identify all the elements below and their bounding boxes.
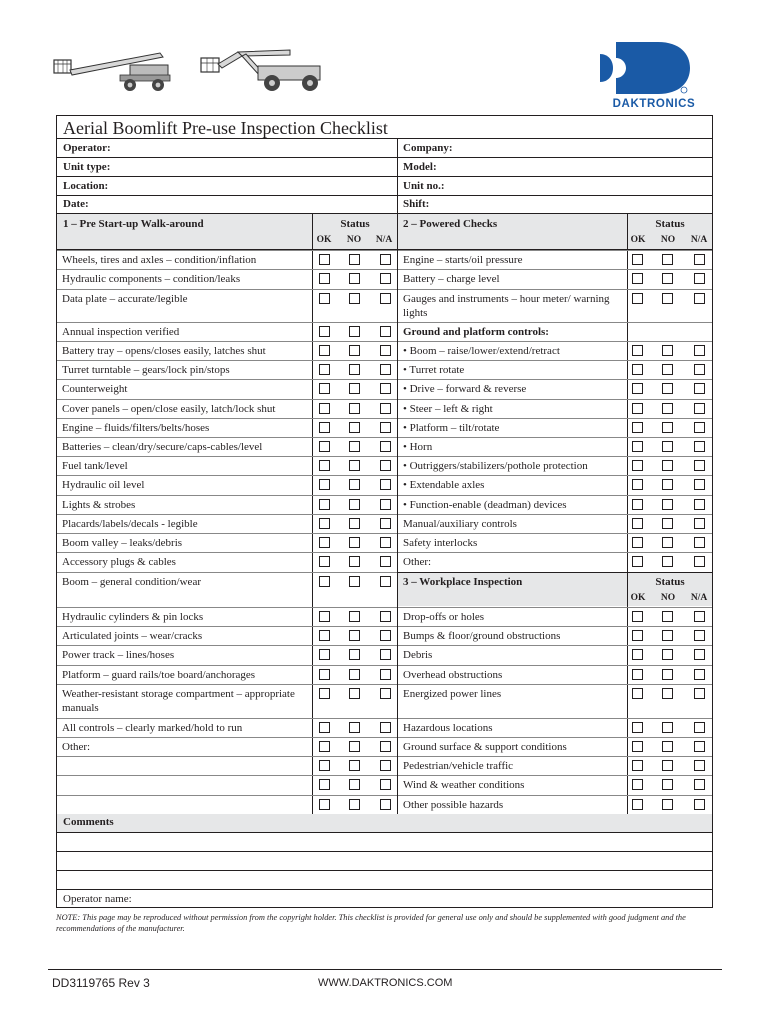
row-divider — [57, 572, 397, 573]
workplace-item-label: Drop-offs or holes — [403, 611, 485, 623]
left-item-checkbox-no[interactable] — [349, 499, 360, 510]
status-label-section3: Status — [655, 576, 685, 588]
workplace-item-label: Hazardous locations — [403, 722, 493, 734]
workplace-item-checkbox-no[interactable] — [662, 649, 673, 660]
right-item-checkbox-na[interactable] — [694, 364, 705, 375]
left-item-label: Counterweight — [62, 383, 128, 395]
row-divider — [57, 533, 397, 534]
row-divider — [398, 718, 712, 719]
boomlift-straight-illustration — [50, 45, 175, 93]
row-divider — [57, 626, 397, 627]
left-item-checkbox-na[interactable] — [380, 441, 391, 452]
left-item-checkbox-na[interactable] — [380, 403, 391, 414]
workplace-item-checkbox-na[interactable] — [694, 741, 705, 752]
left-item-checkbox-no[interactable] — [349, 479, 360, 490]
left-item-checkbox-na[interactable] — [380, 383, 391, 394]
workplace-item-label: Energized power lines — [403, 688, 502, 700]
left-item-checkbox-ok[interactable] — [319, 537, 330, 548]
date-field[interactable]: Date: — [63, 198, 89, 210]
workplace-item-checkbox-ok[interactable] — [632, 611, 643, 622]
right-item-checkbox-ok[interactable] — [632, 460, 643, 471]
row-divider — [398, 341, 712, 342]
workplace-item-checkbox-no[interactable] — [662, 799, 673, 810]
left-item-checkbox-ok[interactable] — [319, 441, 330, 452]
left-item-checkbox-na[interactable] — [380, 293, 391, 304]
row-divider — [57, 718, 397, 719]
right-item-checkbox-ok[interactable] — [632, 383, 643, 394]
left-item-checkbox-no[interactable] — [349, 649, 360, 660]
right-item-checkbox-no[interactable] — [662, 403, 673, 414]
workplace-item-checkbox-na[interactable] — [694, 779, 705, 790]
row-divider — [398, 665, 712, 666]
row-divider — [57, 437, 397, 438]
left-item-checkbox-ok[interactable] — [319, 722, 330, 733]
left-item-checkbox-na[interactable] — [380, 460, 391, 471]
right-item-label: • Platform – tilt/rotate — [403, 422, 500, 434]
left-item-label: Annual inspection verified — [62, 326, 180, 338]
workplace-item-checkbox-no[interactable] — [662, 688, 673, 699]
workplace-item-label: Pedestrian/vehicle traffic — [403, 760, 514, 772]
right-item-checkbox-ok[interactable] — [632, 364, 643, 375]
row-divider — [57, 795, 397, 796]
right-item-label: Other: — [403, 556, 432, 568]
left-item-checkbox-na[interactable] — [380, 741, 391, 752]
col-na-right: N/A — [690, 235, 708, 245]
section-header-bottom — [57, 249, 712, 250]
left-other-checkbox-no[interactable] — [349, 760, 360, 771]
left-item-label: Accessory plugs & cables — [62, 556, 176, 568]
right-item-checkbox-ok[interactable] — [632, 556, 643, 567]
row-divider — [57, 250, 397, 251]
left-item-checkbox-no[interactable] — [349, 345, 360, 356]
left-item-checkbox-no[interactable] — [349, 273, 360, 284]
right-item-checkbox-na[interactable] — [694, 537, 705, 548]
left-item-checkbox-na[interactable] — [380, 649, 391, 660]
section2-title: 2 – Powered Checks — [403, 218, 498, 230]
left-item-checkbox-na[interactable] — [380, 326, 391, 337]
right-item-checkbox-ok[interactable] — [632, 499, 643, 510]
company-field[interactable]: Company: — [403, 142, 453, 154]
operator-name-field[interactable]: Operator name: — [63, 893, 132, 905]
unit-type-field[interactable]: Unit type: — [63, 161, 111, 173]
left-item-label: Power track – lines/hoses — [62, 649, 175, 661]
left-item-checkbox-ok[interactable] — [319, 403, 330, 414]
left-item-checkbox-ok[interactable] — [319, 611, 330, 622]
left-item-checkbox-no[interactable] — [349, 422, 360, 433]
col-no-right: NO — [660, 235, 676, 245]
col-no-section3: NO — [660, 593, 676, 603]
row-divider — [57, 645, 397, 646]
left-item-checkbox-na[interactable] — [380, 611, 391, 622]
workplace-item-checkbox-ok[interactable] — [632, 722, 643, 733]
right-item-checkbox-no[interactable] — [662, 345, 673, 356]
left-item-checkbox-no[interactable] — [349, 254, 360, 265]
right-item-label: Manual/auxiliary controls — [403, 518, 517, 530]
row-divider — [398, 379, 712, 380]
row-divider — [57, 514, 397, 515]
left-item-checkbox-ok[interactable] — [319, 293, 330, 304]
page-header — [0, 0, 768, 115]
left-item-checkbox-no[interactable] — [349, 630, 360, 641]
left-item-checkbox-no[interactable] — [349, 460, 360, 471]
right-item-checkbox-no[interactable] — [662, 364, 673, 375]
left-item-checkbox-na[interactable] — [380, 364, 391, 375]
right-item-label: • Turret rotate — [403, 364, 465, 376]
workplace-item-label: Bumps & floor/ground obstructions — [403, 630, 561, 642]
right-item-checkbox-na[interactable] — [694, 460, 705, 471]
left-item-label: Boom – general condition/wear — [62, 576, 201, 588]
right-item-checkbox-no[interactable] — [662, 460, 673, 471]
row-divider — [57, 775, 397, 776]
left-item-label: Engine – fluids/filters/belts/hoses — [62, 422, 210, 434]
row-divider — [57, 607, 397, 608]
right-item-checkbox-ok[interactable] — [632, 254, 643, 265]
workplace-item-checkbox-ok[interactable] — [632, 799, 643, 810]
row-divider — [398, 533, 712, 534]
left-item-checkbox-ok[interactable] — [319, 669, 330, 680]
row-divider — [57, 475, 397, 476]
right-item-label: • Outriggers/stabilizers/pothole protection — [403, 460, 588, 472]
right-item-checkbox-no[interactable] — [662, 422, 673, 433]
row-divider — [398, 684, 712, 685]
workplace-item-checkbox-na[interactable] — [694, 688, 705, 699]
right-item-label: Safety interlocks — [403, 537, 478, 549]
left-item-checkbox-ok[interactable] — [319, 479, 330, 490]
location-field[interactable]: Location: — [63, 180, 109, 192]
document-id: DD3119765 Rev 3 — [52, 976, 150, 990]
workplace-item-label: Ground surface & support conditions — [403, 741, 567, 753]
left-item-checkbox-no[interactable] — [349, 364, 360, 375]
row-divider — [398, 495, 712, 496]
left-item-checkbox-no[interactable] — [349, 518, 360, 529]
workplace-item-checkbox-na[interactable] — [694, 760, 705, 771]
right-item-checkbox-ok[interactable] — [632, 293, 643, 304]
right-item-checkbox-no[interactable] — [662, 499, 673, 510]
left-item-checkbox-ok[interactable] — [319, 576, 330, 587]
right-item-label: Battery – charge level — [403, 273, 500, 285]
row-divider — [398, 645, 712, 646]
left-item-label: Data plate – accurate/legible — [62, 293, 188, 305]
left-item-checkbox-no[interactable] — [349, 556, 360, 567]
workplace-item-checkbox-na[interactable] — [694, 649, 705, 660]
workplace-item-checkbox-no[interactable] — [662, 669, 673, 680]
right-item-label: • Function-enable (deadman) devices — [403, 499, 567, 511]
left-item-checkbox-no[interactable] — [349, 403, 360, 414]
col-na-section3: N/A — [690, 593, 708, 603]
left-item-checkbox-ok[interactable] — [319, 741, 330, 752]
right-item-checkbox-no[interactable] — [662, 518, 673, 529]
left-item-checkbox-na[interactable] — [380, 499, 391, 510]
right-item-checkbox-no[interactable] — [662, 556, 673, 567]
left-item-checkbox-no[interactable] — [349, 576, 360, 587]
col-no-left: NO — [346, 235, 362, 245]
right-item-label: • Extendable axles — [403, 479, 485, 491]
shift-field[interactable]: Shift: — [403, 198, 430, 210]
workplace-item-checkbox-no[interactable] — [662, 760, 673, 771]
left-item-checkbox-na[interactable] — [380, 345, 391, 356]
left-other-checkbox-na[interactable] — [380, 779, 391, 790]
col-na-left: N/A — [375, 235, 393, 245]
right-item-checkbox-no[interactable] — [662, 293, 673, 304]
col-ok-right: OK — [630, 235, 646, 245]
right-item-checkbox-ok[interactable] — [632, 441, 643, 452]
left-item-checkbox-ok[interactable] — [319, 422, 330, 433]
row-divider — [57, 341, 397, 342]
row-divider — [57, 495, 397, 496]
left-item-checkbox-no[interactable] — [349, 537, 360, 548]
left-item-label: Platform – guard rails/toe board/anchorages — [62, 669, 256, 681]
left-item-label: Lights & strobes — [62, 499, 136, 511]
left-item-checkbox-na[interactable] — [380, 722, 391, 733]
left-item-checkbox-na[interactable] — [380, 688, 391, 699]
workplace-item-checkbox-ok[interactable] — [632, 760, 643, 771]
left-item-checkbox-na[interactable] — [380, 479, 391, 490]
left-item-checkbox-ok[interactable] — [319, 688, 330, 699]
left-item-checkbox-ok[interactable] — [319, 556, 330, 567]
workplace-item-checkbox-na[interactable] — [694, 630, 705, 641]
inspection-form — [56, 115, 713, 908]
left-item-label: Hydraulic components – condition/leaks — [62, 273, 241, 285]
right-item-checkbox-na[interactable] — [694, 403, 705, 414]
right-item-checkbox-no[interactable] — [662, 273, 673, 284]
workplace-item-checkbox-no[interactable] — [662, 722, 673, 733]
workplace-item-checkbox-ok[interactable] — [632, 779, 643, 790]
left-item-checkbox-ok[interactable] — [319, 383, 330, 394]
right-item-checkbox-ok[interactable] — [632, 345, 643, 356]
workplace-item-checkbox-no[interactable] — [662, 741, 673, 752]
col-ok-section3: OK — [630, 593, 646, 603]
right-item-checkbox-ok[interactable] — [632, 537, 643, 548]
status-label-right: Status — [655, 218, 685, 230]
left-item-label: Hydraulic oil level — [62, 479, 145, 491]
row-divider — [398, 775, 712, 776]
workplace-item-checkbox-no[interactable] — [662, 779, 673, 790]
section1-title: 1 – Pre Start-up Walk-around — [63, 218, 204, 230]
right-item-checkbox-na[interactable] — [694, 383, 705, 394]
right-item-label: Ground and platform controls: — [403, 326, 549, 338]
left-item-checkbox-ok[interactable] — [319, 364, 330, 375]
footer-divider — [48, 969, 722, 970]
left-item-checkbox-no[interactable] — [349, 741, 360, 752]
left-item-checkbox-na[interactable] — [380, 254, 391, 265]
left-item-checkbox-na[interactable] — [380, 537, 391, 548]
website-link[interactable]: WWW.DAKTRONICS.COM — [318, 977, 453, 989]
right-item-label: • Horn — [403, 441, 433, 453]
row-divider — [398, 456, 712, 457]
right-item-label: • Drive – forward & reverse — [403, 383, 527, 395]
row-divider — [398, 289, 712, 290]
left-other-checkbox-ok[interactable] — [319, 760, 330, 771]
logo-wordmark: DAKTRONICS — [612, 98, 696, 110]
row-divider — [57, 379, 397, 380]
right-item-checkbox-no[interactable] — [662, 479, 673, 490]
left-item-checkbox-na[interactable] — [380, 422, 391, 433]
section3-title: 3 – Workplace Inspection — [403, 576, 523, 588]
workplace-item-checkbox-na[interactable] — [694, 799, 705, 810]
workplace-item-checkbox-na[interactable] — [694, 611, 705, 622]
left-other-checkbox-ok[interactable] — [319, 779, 330, 790]
right-item-checkbox-no[interactable] — [662, 537, 673, 548]
left-item-label: Batteries – clean/dry/secure/caps-cables/level — [62, 441, 263, 453]
left-item-checkbox-ok[interactable] — [319, 345, 330, 356]
left-item-checkbox-ok[interactable] — [319, 460, 330, 471]
row-divider — [398, 514, 712, 515]
row-divider — [398, 475, 712, 476]
left-item-checkbox-ok[interactable] — [319, 518, 330, 529]
left-item-checkbox-no[interactable] — [349, 441, 360, 452]
left-item-checkbox-ok[interactable] — [319, 649, 330, 660]
left-item-label: Fuel tank/level — [62, 460, 128, 472]
right-item-checkbox-na[interactable] — [694, 499, 705, 510]
left-item-label: Other: — [62, 741, 91, 753]
left-item-checkbox-ok[interactable] — [319, 254, 330, 265]
left-item-checkbox-ok[interactable] — [319, 273, 330, 284]
right-item-checkbox-na[interactable] — [694, 293, 705, 304]
copyright-note: NOTE: This page may be reproduced without permission from the copyright holder. This checklist is provided for general use only and should be supplemented with good judgment and the recommendations of the manufacturer. — [56, 913, 686, 933]
right-item-checkbox-no[interactable] — [662, 441, 673, 452]
left-item-checkbox-ok[interactable] — [319, 326, 330, 337]
unit-no-field[interactable]: Unit no.: — [403, 180, 445, 192]
right-item-checkbox-na[interactable] — [694, 422, 705, 433]
left-other-checkbox-na[interactable] — [380, 760, 391, 771]
workplace-item-checkbox-ok[interactable] — [632, 649, 643, 660]
left-item-checkbox-ok[interactable] — [319, 499, 330, 510]
workplace-item-checkbox-no[interactable] — [662, 630, 673, 641]
comments-label: Comments — [63, 816, 114, 828]
right-item-label: • Boom – raise/lower/extend/retract — [403, 345, 560, 357]
left-item-checkbox-na[interactable] — [380, 273, 391, 284]
left-item-label: Wheels, tires and axles – condition/inflation — [62, 254, 257, 266]
left-item-label: Turret turntable – gears/lock pin/stops — [62, 364, 230, 376]
left-item-label: Weather-resistant storage compartment – appropriate manuals — [62, 688, 295, 714]
left-item-checkbox-ok[interactable] — [319, 630, 330, 641]
row-divider — [398, 437, 712, 438]
row-divider — [57, 737, 397, 738]
left-item-checkbox-no[interactable] — [349, 326, 360, 337]
left-item-checkbox-no[interactable] — [349, 669, 360, 680]
row-divider — [398, 269, 712, 270]
row-divider — [398, 626, 712, 627]
left-other-checkbox-no[interactable] — [349, 779, 360, 790]
left-item-label: Placards/labels/decals - legible — [62, 518, 198, 530]
left-item-label: Articulated joints – wear/cracks — [62, 630, 203, 642]
right-item-label: Engine – starts/oil pressure — [403, 254, 523, 266]
workplace-item-checkbox-na[interactable] — [694, 722, 705, 733]
workplace-item-label: Wind & weather conditions — [403, 779, 525, 791]
left-other-checkbox-ok[interactable] — [319, 799, 330, 810]
boomlift-articulated-illustration — [198, 44, 330, 94]
left-other-checkbox-no[interactable] — [349, 799, 360, 810]
right-item-checkbox-ok[interactable] — [632, 273, 643, 284]
right-item-checkbox-na[interactable] — [694, 273, 705, 284]
right-item-checkbox-na[interactable] — [694, 479, 705, 490]
left-item-checkbox-no[interactable] — [349, 383, 360, 394]
workplace-item-checkbox-no[interactable] — [662, 611, 673, 622]
right-item-label: Gauges and instruments – hour meter/ warning lights — [403, 293, 610, 319]
right-item-checkbox-ok[interactable] — [632, 518, 643, 529]
row-divider — [57, 684, 397, 685]
right-item-checkbox-na[interactable] — [694, 518, 705, 529]
right-item-checkbox-no[interactable] — [662, 383, 673, 394]
left-item-checkbox-no[interactable] — [349, 688, 360, 699]
row-divider — [398, 737, 712, 738]
row-divider — [57, 269, 397, 270]
row-divider — [57, 456, 397, 457]
workplace-item-label: Overhead obstructions — [403, 669, 503, 681]
row-divider — [57, 418, 397, 419]
right-item-checkbox-ok[interactable] — [632, 403, 643, 414]
row-divider — [57, 322, 397, 323]
section3-divider — [398, 572, 712, 573]
workplace-item-checkbox-na[interactable] — [694, 669, 705, 680]
model-field[interactable]: Model: — [403, 161, 437, 173]
right-item-checkbox-na[interactable] — [694, 441, 705, 452]
page-title: Aerial Boomlift Pre-use Inspection Checklist — [63, 118, 388, 138]
row-divider — [57, 552, 397, 553]
workplace-item-checkbox-ok[interactable] — [632, 741, 643, 752]
row-divider — [57, 665, 397, 666]
row-divider — [398, 756, 712, 757]
row-divider — [398, 552, 712, 553]
left-item-checkbox-na[interactable] — [380, 556, 391, 567]
right-item-checkbox-ok[interactable] — [632, 422, 643, 433]
workplace-item-checkbox-ok[interactable] — [632, 630, 643, 641]
right-item-label: • Steer – left & right — [403, 403, 493, 415]
right-item-checkbox-na[interactable] — [694, 556, 705, 567]
comments-header-bg — [57, 814, 712, 832]
left-item-checkbox-no[interactable] — [349, 611, 360, 622]
left-item-checkbox-na[interactable] — [380, 669, 391, 680]
row-divider — [398, 795, 712, 796]
row-divider — [57, 756, 397, 757]
workplace-item-label: Debris — [403, 649, 433, 661]
status-label-left: Status — [340, 218, 370, 230]
row-divider — [57, 289, 397, 290]
right-item-checkbox-na[interactable] — [694, 254, 705, 265]
workplace-item-checkbox-ok[interactable] — [632, 669, 643, 680]
row-divider — [398, 399, 712, 400]
row-divider — [398, 250, 712, 251]
left-item-label: All controls – clearly marked/hold to run — [62, 722, 243, 734]
left-item-label: Hydraulic cylinders & pin locks — [62, 611, 204, 623]
row-divider — [398, 607, 712, 608]
left-item-label: Cover panels – open/close easily, latch/lock shut — [62, 403, 276, 415]
right-item-checkbox-no[interactable] — [662, 254, 673, 265]
right-item-checkbox-ok[interactable] — [632, 479, 643, 490]
left-item-checkbox-na[interactable] — [380, 518, 391, 529]
row-divider — [398, 418, 712, 419]
workplace-item-checkbox-ok[interactable] — [632, 688, 643, 699]
row-divider — [57, 360, 397, 361]
left-item-checkbox-na[interactable] — [380, 576, 391, 587]
col-ok-left: OK — [316, 235, 332, 245]
left-item-checkbox-na[interactable] — [380, 630, 391, 641]
workplace-item-label: Other possible hazards — [403, 799, 504, 811]
left-item-checkbox-no[interactable] — [349, 722, 360, 733]
row-divider — [57, 399, 397, 400]
left-item-label: Battery tray – opens/closes easily, latches shut — [62, 345, 266, 357]
row-divider — [398, 360, 712, 361]
row-divider — [398, 322, 712, 323]
left-item-label: Boom valley – leaks/debris — [62, 537, 183, 549]
operator-field[interactable]: Operator: — [63, 142, 111, 154]
left-item-checkbox-no[interactable] — [349, 293, 360, 304]
right-item-checkbox-na[interactable] — [694, 345, 705, 356]
left-other-checkbox-na[interactable] — [380, 799, 391, 810]
